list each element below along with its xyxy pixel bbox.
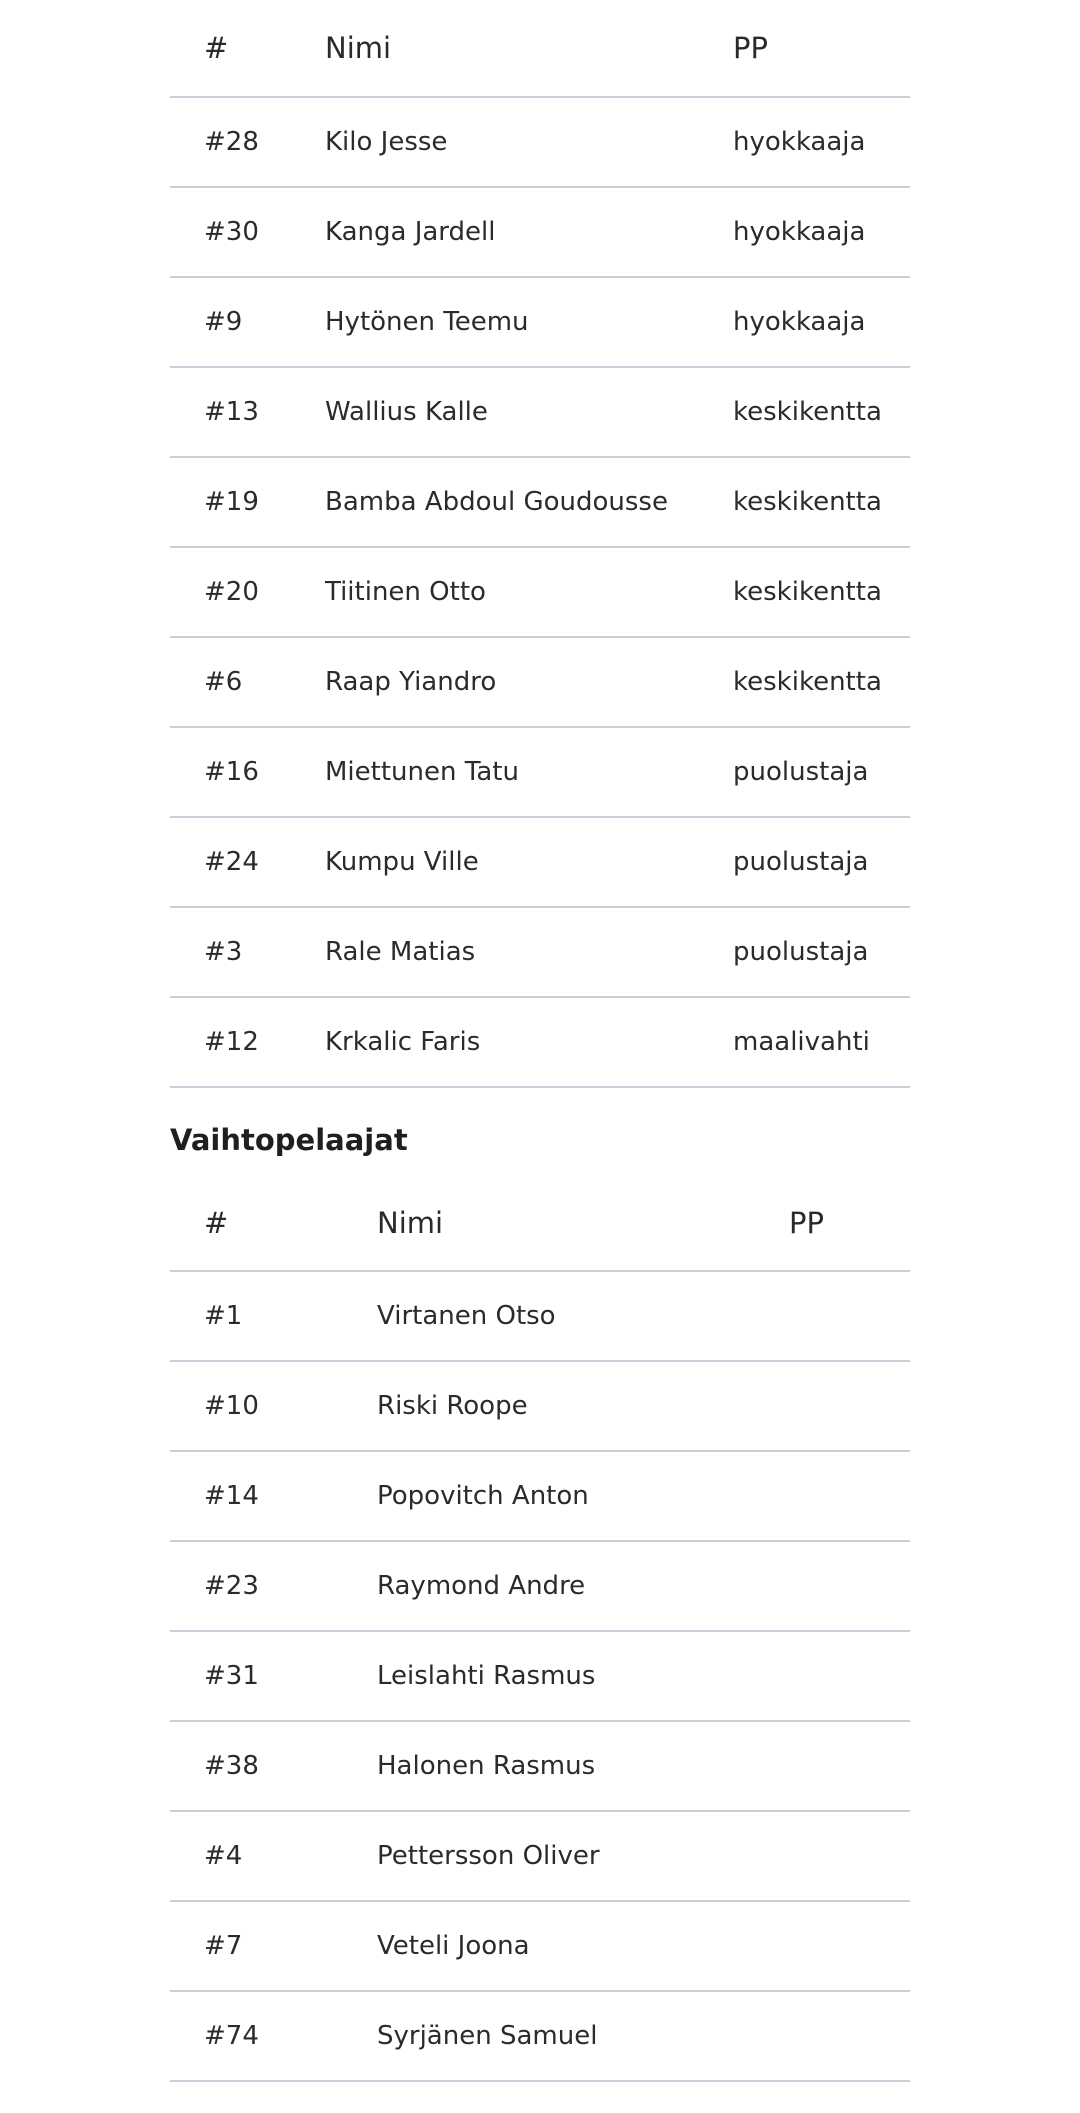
table-row — [170, 1901, 910, 1991]
player-name: Riski Roope — [343, 1361, 755, 1451]
table-row — [170, 997, 910, 1087]
player-name: Bamba Abdoul Goudousse — [291, 457, 699, 547]
header-name: Nimi — [291, 0, 699, 97]
player-number: #13 — [170, 367, 291, 457]
player-name: Pettersson Oliver — [343, 1811, 755, 1901]
header-position: PP — [699, 0, 910, 97]
header-position: PP — [755, 1176, 910, 1271]
player-number: #31 — [170, 1631, 343, 1721]
table-row — [170, 1721, 910, 1811]
table-row — [170, 907, 910, 997]
player-position — [755, 1631, 910, 1721]
table-row — [170, 97, 910, 187]
player-number: #14 — [170, 1451, 343, 1541]
player-position: puolustaja — [699, 907, 910, 997]
player-name: Kumpu Ville — [291, 817, 699, 907]
header-row — [170, 1176, 910, 1271]
player-name: Virtanen Otso — [343, 1271, 755, 1361]
header-name: Nimi — [343, 1176, 755, 1271]
player-position — [755, 1991, 910, 2081]
table-row — [170, 187, 910, 277]
player-number: #9 — [170, 277, 291, 367]
player-name: Wallius Kalle — [291, 367, 699, 457]
table-row — [170, 817, 910, 907]
header-row — [170, 0, 910, 97]
player-name: Popovitch Anton — [343, 1451, 755, 1541]
player-position: keskikentta — [699, 367, 910, 457]
table-row — [170, 1451, 910, 1541]
player-number: #24 — [170, 817, 291, 907]
player-position — [755, 1541, 910, 1631]
player-number: #74 — [170, 1991, 343, 2081]
player-number: #4 — [170, 1811, 343, 1901]
player-name: Halonen Rasmus — [343, 1721, 755, 1811]
player-name: Kilo Jesse — [291, 97, 699, 187]
player-number: #7 — [170, 1901, 343, 1991]
player-number: #23 — [170, 1541, 343, 1631]
player-position: maalivahti — [699, 997, 910, 1087]
player-position: hyokkaaja — [699, 277, 910, 367]
player-position: keskikentta — [699, 457, 910, 547]
table-row — [170, 457, 910, 547]
substitutes-body — [170, 1271, 910, 2081]
player-name: Miettunen Tatu — [291, 727, 699, 817]
player-position — [755, 1811, 910, 1901]
substitutes-table — [170, 1176, 910, 2082]
player-position — [755, 1271, 910, 1361]
table-row — [170, 727, 910, 817]
player-name: Veteli Joona — [343, 1901, 755, 1991]
player-position — [755, 1721, 910, 1811]
player-position — [755, 1901, 910, 1991]
table-row — [170, 1631, 910, 1721]
player-number: #38 — [170, 1721, 343, 1811]
player-position — [755, 1451, 910, 1541]
player-number: #16 — [170, 727, 291, 817]
table-row — [170, 1991, 910, 2081]
table-row — [170, 1811, 910, 1901]
player-name: Raymond Andre — [343, 1541, 755, 1631]
player-number: #30 — [170, 187, 291, 277]
player-number: #10 — [170, 1361, 343, 1451]
player-position: hyokkaaja — [699, 187, 910, 277]
starting-lineup-header — [170, 0, 910, 97]
player-name: Syrjänen Samuel — [343, 1991, 755, 2081]
substitutes-title: Vaihtopelaajat — [170, 1123, 408, 1157]
substitutes-header — [170, 1176, 910, 1271]
player-name: Leislahti Rasmus — [343, 1631, 755, 1721]
player-position: puolustaja — [699, 727, 910, 817]
player-name: Kanga Jardell — [291, 187, 699, 277]
player-name: Tiitinen Otto — [291, 547, 699, 637]
player-number: #1 — [170, 1271, 343, 1361]
table-row — [170, 367, 910, 457]
lineup-content — [170, 0, 910, 2082]
player-number: #28 — [170, 97, 291, 187]
player-number: #6 — [170, 637, 291, 727]
table-row — [170, 1271, 910, 1361]
player-name: Hytönen Teemu — [291, 277, 699, 367]
table-row — [170, 1541, 910, 1631]
player-name: Raap Yiandro — [291, 637, 699, 727]
player-number: #3 — [170, 907, 291, 997]
starting-lineup-table — [170, 0, 910, 1088]
player-position: keskikentta — [699, 637, 910, 727]
header-number: # — [170, 1176, 343, 1271]
player-position: hyokkaaja — [699, 97, 910, 187]
player-position — [755, 1361, 910, 1451]
table-row — [170, 1361, 910, 1451]
table-row — [170, 277, 910, 367]
player-name: Rale Matias — [291, 907, 699, 997]
player-position: keskikentta — [699, 547, 910, 637]
player-number: #20 — [170, 547, 291, 637]
header-number: # — [170, 0, 291, 97]
player-number: #12 — [170, 997, 291, 1087]
player-name: Krkalic Faris — [291, 997, 699, 1087]
player-position: puolustaja — [699, 817, 910, 907]
player-number: #19 — [170, 457, 291, 547]
starting-lineup-body — [170, 97, 910, 1087]
table-row — [170, 547, 910, 637]
table-row — [170, 637, 910, 727]
